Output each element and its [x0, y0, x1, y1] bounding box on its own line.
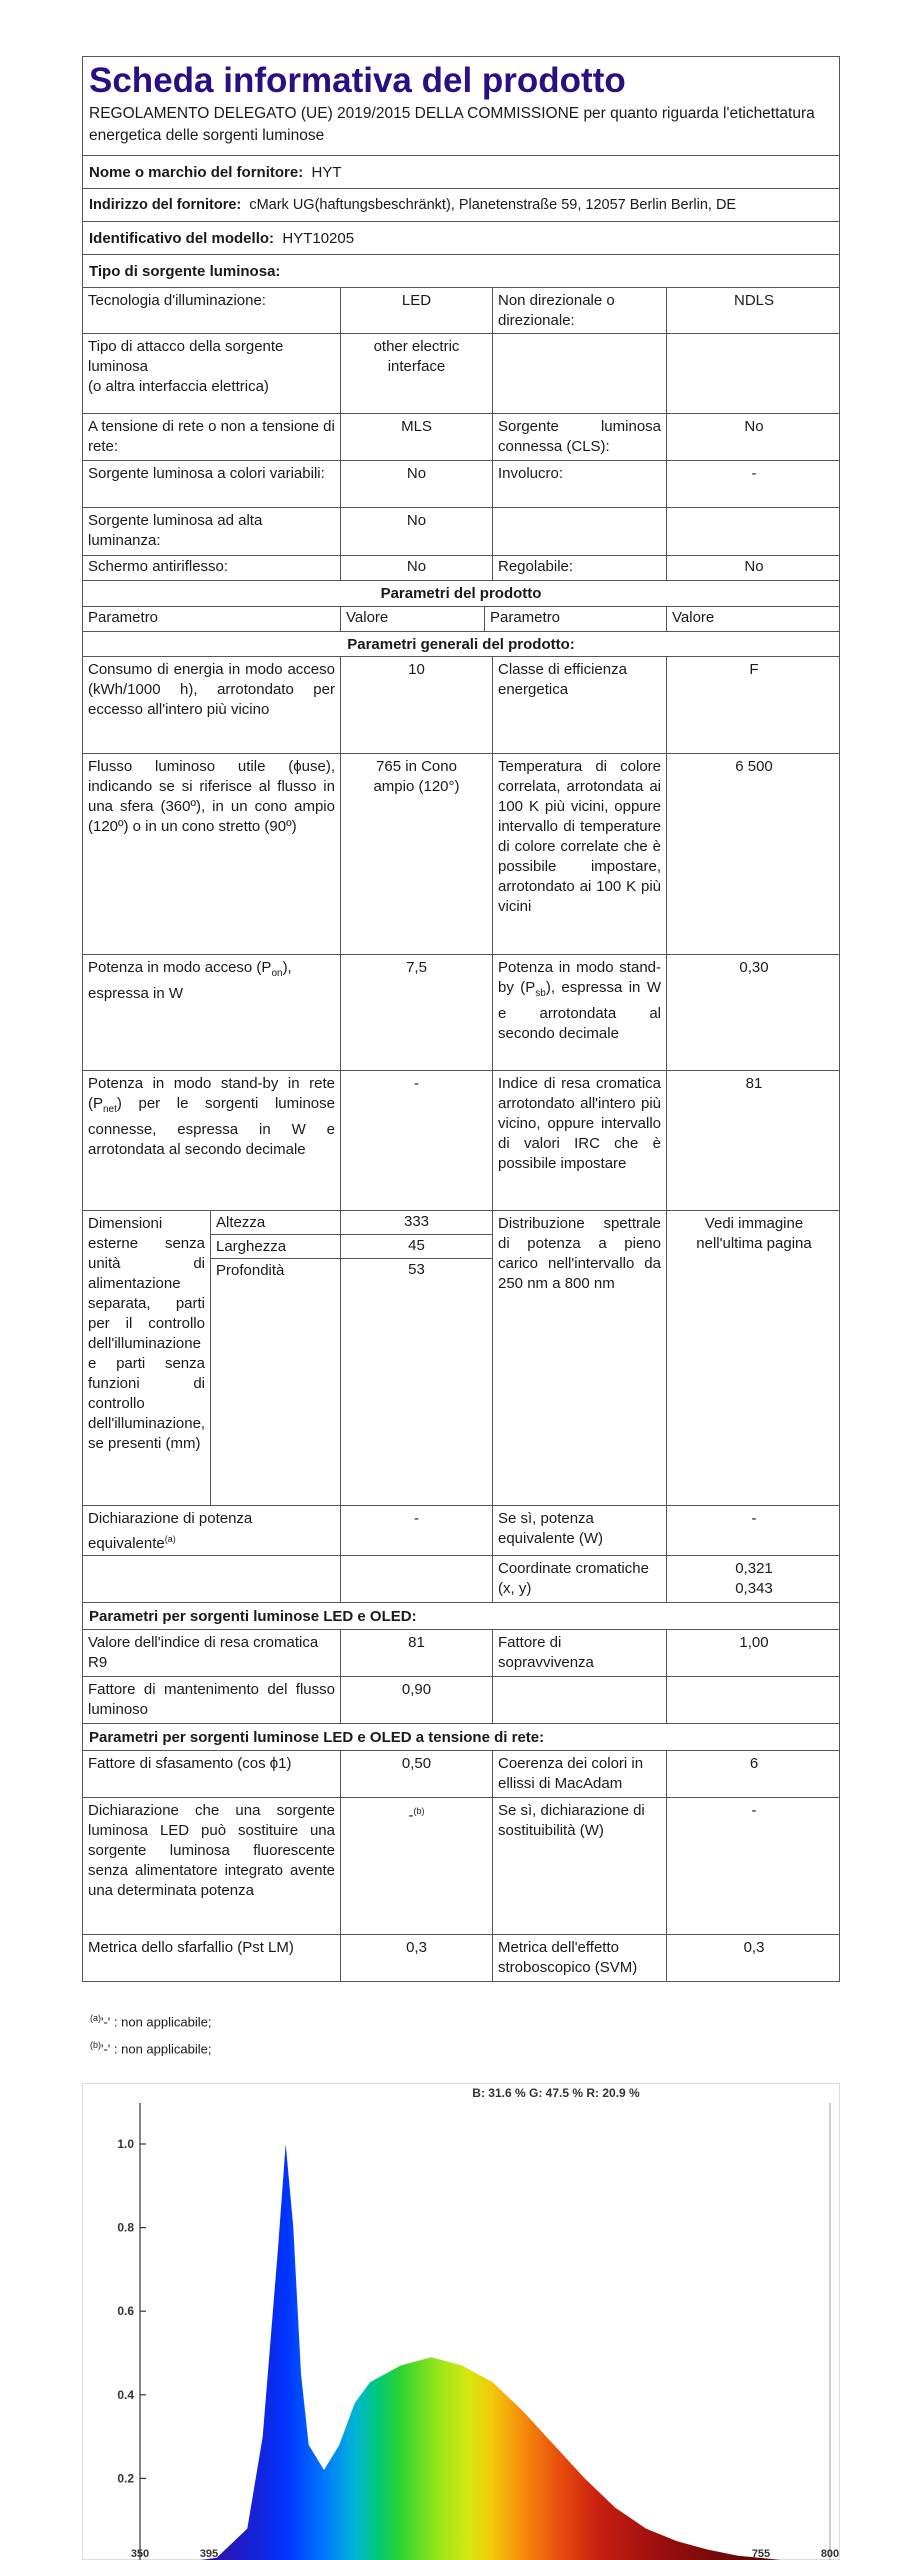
table-row: [83, 461, 839, 508]
param-label-text: ), espressa in W e arrotondata al secondo decimale: [498, 979, 661, 1042]
param-label: Metrica dell'effetto stroboscopico (SVM): [493, 1935, 667, 1981]
x-tick-label: 395: [199, 2548, 219, 2560]
param-label: Valore dell'indice di resa cromatica R9: [83, 1630, 341, 1676]
param-value: No: [341, 508, 493, 555]
param-label: [83, 1071, 341, 1210]
supplier-name-row: [83, 156, 839, 189]
param-label: [83, 1506, 341, 1557]
y-tick-label: 0.2: [117, 2471, 134, 2486]
model-id: HYT10205: [282, 230, 355, 247]
table-row: [83, 556, 839, 581]
column-header: Parametro: [83, 607, 341, 631]
param-label: Indice di resa cromatica arrotondato all'intero più vicino, oppure intervallo di valori IRC che è possibile impostare: [493, 1071, 667, 1210]
param-label: Fattore di sopravvivenza: [493, 1630, 667, 1676]
superscript: (b): [413, 1806, 425, 1816]
param-value: -: [751, 1510, 757, 1527]
param-label: Regolabile:: [493, 556, 667, 580]
param-value: [667, 334, 841, 413]
x-tick-label: 350: [130, 2548, 150, 2560]
height-value: 333: [341, 1211, 492, 1235]
product-params-heading: Parametri del prodotto: [83, 581, 839, 607]
model-label: Identificativo del modello:: [89, 230, 275, 247]
param-value: [341, 1798, 493, 1934]
led-params-heading: Parametri per sorgenti luminose LED e OLED:: [83, 1603, 839, 1630]
x-tick-label: 800: [820, 2548, 840, 2560]
param-value: [667, 508, 841, 555]
param-value: F: [749, 661, 759, 678]
table-row: [83, 1935, 839, 1981]
supplier-address: cMark UG(haftungsbeschränkt), Planetenstraße 59, 12057 Berlin Berlin, DE: [249, 197, 737, 213]
chromaticity-y: 0,343: [735, 1580, 773, 1597]
table-row: [83, 1506, 839, 1556]
param-value: -: [751, 465, 757, 482]
footnote-marker: (a): [90, 2013, 101, 2023]
param-value: other electric interface: [341, 334, 493, 413]
param-label: Flusso luminoso utile (ϕuse), indicando se si riferisce al flusso in una sfera (360º), in un cono ampio (120º) o in un cono stretto (90º): [83, 754, 341, 954]
dimension-values: [341, 1211, 493, 1505]
model-row: [83, 222, 839, 255]
footnote-text: '-' : non applicabile;: [101, 2041, 212, 2057]
empty-cell: [667, 1677, 841, 1723]
table-row: [83, 508, 839, 556]
source-type-heading: Tipo di sorgente luminosa:: [83, 255, 839, 288]
param-label: Sorgente luminosa a colori variabili:: [83, 461, 341, 507]
table-row: [83, 1751, 839, 1798]
param-value: No: [744, 558, 764, 575]
table-row: [83, 288, 839, 334]
param-label: Coordinate cromatiche (x, y): [493, 1556, 667, 1602]
chromaticity-x: 0,321: [735, 1560, 773, 1577]
table-row: [83, 1071, 839, 1211]
param-label-text: Potenza in modo acceso (P: [88, 959, 272, 976]
footnote-a: [90, 2013, 211, 2029]
param-label: Involucro:: [493, 461, 667, 507]
subscript: net: [103, 1104, 117, 1115]
param-label: Consumo di energia in modo acceso (kWh/1000 h), arrotondato per eccesso all'intero più vicino: [83, 657, 341, 753]
empty-cell: [341, 1556, 493, 1602]
footnote-marker: (b): [90, 2040, 101, 2050]
param-label: [493, 508, 667, 555]
footnote-b: [90, 2040, 211, 2056]
param-label: Non direzionale o direzionale:: [493, 288, 667, 334]
param-label: Sorgente luminosa ad alta luminanza:: [83, 508, 341, 555]
param-value: 0,90: [341, 1677, 493, 1723]
param-label-text: Potenza in modo stand-by (P: [498, 959, 661, 996]
general-params-heading: Parametri generali del prodotto:: [83, 632, 839, 657]
param-label: Se sì, dichiarazione di sostituibilità (W): [493, 1798, 667, 1934]
width-label: Larghezza: [211, 1235, 341, 1259]
regulation-subtitle: REGOLAMENTO DELEGATO (UE) 2019/2015 DELLA COMMISSIONE per quanto riguarda l'etichettatura energetica delle sorgenti luminose: [89, 105, 815, 144]
param-value: No: [341, 461, 493, 507]
width-value: 45: [341, 1235, 492, 1259]
param-label: Se sì, potenza equivalente (W): [493, 1506, 667, 1557]
table-row: [83, 334, 839, 414]
table-row: [83, 657, 839, 754]
param-value: -: [751, 1802, 757, 1819]
param-value: 0,50: [341, 1751, 493, 1797]
column-header: Valore: [672, 609, 715, 626]
page-title: Scheda informativa del prodotto: [89, 61, 626, 100]
param-label: [493, 334, 667, 413]
column-header: Parametro: [485, 607, 667, 631]
param-label: Temperatura di colore correlata, arrotondata ai 100 K più vicini, oppure intervallo di temperature di colore correlate che è possibile impostare, arrotondato ai 100 K più vicini: [493, 754, 667, 954]
param-value: 7,5: [341, 955, 493, 1070]
column-headers: [83, 607, 839, 632]
param-label: Distribuzione spettrale di potenza a pieno carico nell'intervallo da 250 nm a 800 nm: [493, 1211, 667, 1505]
mains-params-heading: Parametri per sorgenti luminose LED e OLED a tensione di rete:: [83, 1724, 839, 1751]
height-label: Altezza: [211, 1211, 341, 1235]
param-label: Fattore di mantenimento del flusso luminoso: [83, 1677, 341, 1723]
param-label: A tensione di rete o non a tensione di rete:: [83, 414, 341, 460]
table-row: [83, 955, 839, 1071]
chart-title: B: 31.6 % G: 47.5 % R: 20.9 %: [472, 2086, 640, 2100]
param-value: [667, 1556, 841, 1602]
footnote-text: '-' : non applicabile;: [101, 2014, 212, 2030]
param-label: Fattore di sfasamento (cos ϕ1): [83, 1751, 341, 1797]
x-tick-label: 755: [751, 2548, 771, 2560]
param-value: LED: [341, 288, 493, 334]
param-label: [493, 955, 667, 1070]
param-value: -: [341, 1506, 493, 1557]
supplier-address-label: Indirizzo del fornitore:: [89, 197, 242, 213]
empty-cell: [493, 1677, 667, 1723]
param-label-main: Tipo di attacco della sorgente luminosa: [88, 338, 284, 375]
column-header: Valore: [341, 607, 485, 631]
depth-value: 53: [408, 1261, 425, 1278]
param-value: 81: [745, 1075, 763, 1092]
param-value: 1,00: [739, 1634, 769, 1651]
param-value: MLS: [341, 414, 493, 460]
dimensions-block: [83, 1211, 341, 1505]
spectral-distribution-chart: [82, 2083, 840, 2560]
depth-label: Profondità: [216, 1262, 285, 1279]
param-value: 0,30: [739, 959, 769, 976]
param-label-text: Potenza in modo stand-by in rete (P: [88, 1075, 335, 1112]
param-label: Classe di efficienza energetica: [493, 657, 667, 753]
param-label-note: (o altra interfaccia elettrica): [88, 378, 269, 395]
supplier-name-label: Nome o marchio del fornitore:: [89, 164, 304, 181]
header-block: [83, 57, 839, 156]
param-label: Sorgente luminosa connessa (CLS):: [493, 414, 667, 460]
table-row: [83, 1556, 839, 1603]
param-value: NDLS: [733, 292, 774, 309]
dimensions-label: Dimensioni esterne senza unità di alimentazione separata, parti per il controllo dell'illuminazione e parti senza funzioni di controllo dell'illuminazione, se presenti (mm): [83, 1211, 211, 1505]
param-label: [83, 334, 341, 413]
param-label-text: ) per le sorgenti luminose connesse, espressa in W e arrotondata al secondo decimale: [88, 1095, 335, 1158]
y-tick-label: 0.6: [117, 2304, 134, 2319]
param-value: Vedi immagine nell'ultima pagina: [696, 1215, 812, 1252]
param-value: 81: [341, 1630, 493, 1676]
table-row: [83, 1677, 839, 1724]
param-label: Dichiarazione che una sorgente luminosa LED può sostituire una sorgente luminosa fluorescente senza alimentatore integrato avente una determinata potenza: [83, 1798, 341, 1934]
table-row: [83, 1630, 839, 1677]
param-value: -: [341, 1071, 493, 1210]
supplier-address-row: [83, 189, 839, 222]
param-value-text: -: [408, 1807, 414, 1824]
param-label: Metrica dello sfarfallio (Pst LM): [83, 1935, 341, 1981]
param-label: [83, 955, 341, 1070]
subscript: on: [271, 968, 283, 979]
y-tick-label: 0.8: [117, 2220, 134, 2235]
superscript: (a): [164, 1534, 176, 1544]
param-value: No: [744, 418, 764, 435]
param-value: 10: [341, 657, 493, 753]
table-row: [83, 754, 839, 955]
table-row: [83, 1798, 839, 1935]
y-tick-label: 1.0: [117, 2137, 134, 2151]
param-value: 6 500: [735, 758, 773, 775]
param-label: Coerenza dei colori in ellissi di MacAdam: [493, 1751, 667, 1797]
param-label-text: ), espressa in W: [88, 959, 292, 1002]
param-value: 6: [749, 1755, 759, 1772]
supplier-name: HYT: [311, 164, 342, 181]
param-value: 0,3: [743, 1939, 765, 1956]
table-row: [83, 414, 839, 461]
param-value: No: [341, 556, 493, 580]
param-label-text: Dichiarazione di potenza equivalente: [88, 1510, 253, 1552]
y-tick-label: 0.4: [117, 2387, 134, 2402]
dimension-names: [211, 1211, 341, 1505]
param-value: 0,3: [341, 1935, 493, 1981]
param-label: Tecnologia d'illuminazione:: [83, 288, 341, 334]
subscript: sb: [535, 988, 546, 999]
param-label: Schermo antiriflesso:: [83, 556, 341, 580]
product-sheet: [82, 56, 840, 1982]
param-value: 765 in Cono ampio (120°): [341, 754, 493, 954]
empty-cell: [83, 1556, 341, 1602]
dimensions-row: [83, 1211, 839, 1506]
